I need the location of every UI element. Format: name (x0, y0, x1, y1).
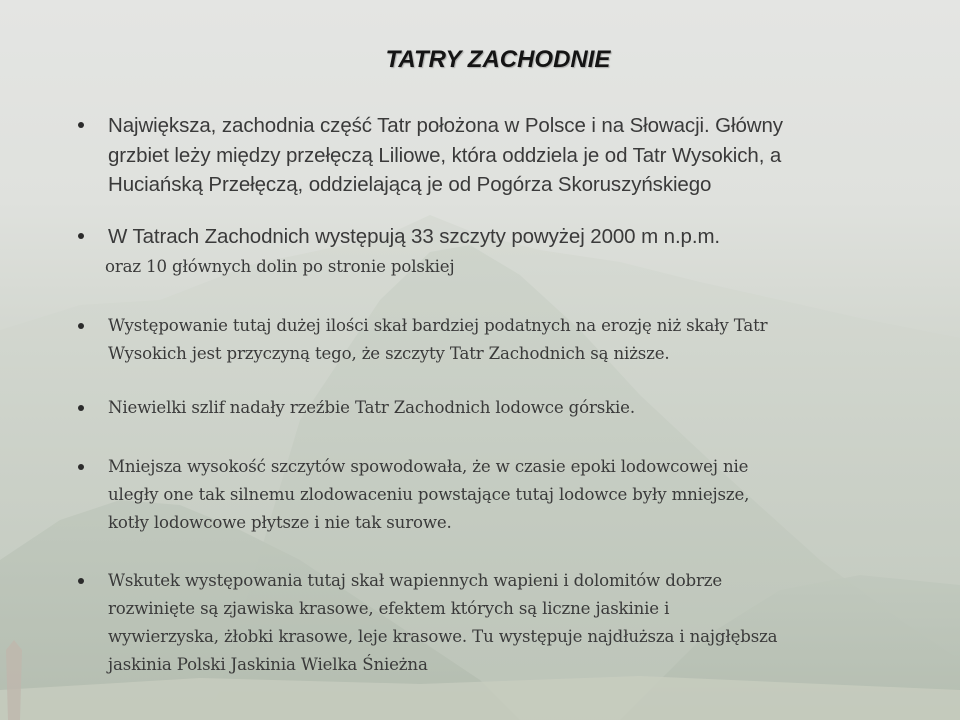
bullet-dot-icon (78, 122, 84, 128)
bullet-dot-icon (78, 405, 84, 411)
bullet-text: Niewielki szlif nadały rzeźbie Tatr Zachodnich lodowce górskie. (108, 398, 635, 417)
bullet-text: Mniejsza wysokość szczytów spowodowała, że w czasie epoki lodowcowej nie uległy one tak silnemu zlodowaceniu powstające tutaj lodowce były mniejsze, kotły lodowcowe płytsze i nie tak surowe. (108, 457, 750, 532)
bullet-dot-icon (78, 233, 84, 239)
bullet-text: Największa, zachodnia część Tatr położona w Polsce i na Słowacji. Główny grzbiet leży między przełęczą Liliowe, która oddziela je od Tatr Wysokich, a Huciańską Przełęczą, oddzielającą je od Pogórza Skoruszyńskiego (108, 114, 783, 196)
bullet-continuation-text: oraz 10 głównych dolin po stronie polskiej (105, 257, 455, 276)
bullet-dot-icon (78, 464, 84, 470)
slide-title: TATRY ZACHODNIE (385, 46, 611, 73)
bullet-text: W Tatrach Zachodnich występują 33 szczyty powyżej 2000 m n.p.m. (108, 225, 721, 248)
bullet-text: Występowanie tutaj dużej ilości skał bardziej podatnych na erozję niż skały Tatr Wysokich jest przyczyną tego, że szczyty Tatr Zachodnich są niższe. (108, 316, 768, 363)
bullet-dot-icon (78, 323, 84, 329)
bullet-dot-icon (78, 578, 84, 584)
bullet-text: Wskutek występowania tutaj skał wapiennych wapieni i dolomitów dobrze rozwinięte są zjawiska krasowe, efektem których są liczne jaskinie i wywierzyska, żłobki krasowe, leje krasowe. Tu występuje najdłuższa i najgłębsza jaskinia Polski Jaskinia Wielka Śnieżna (108, 571, 778, 674)
